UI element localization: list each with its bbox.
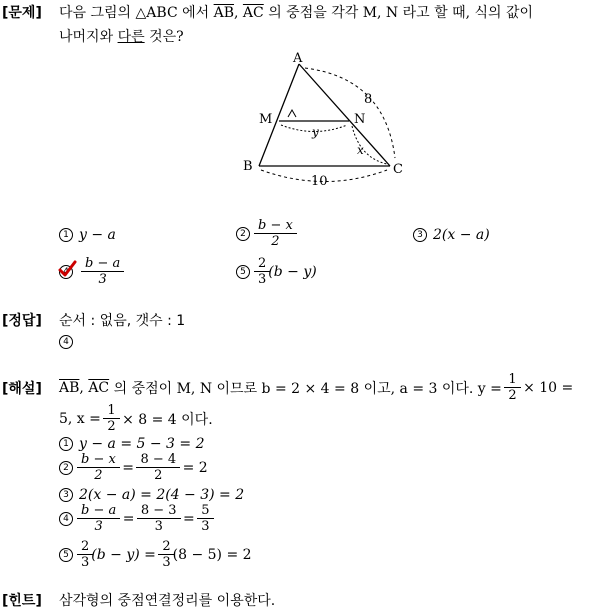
answer-tag: [정답] [2,313,42,329]
problem-text-a: 다음 그림의 △ABC 에서 [59,5,210,21]
step-number-2: 2 [59,461,73,475]
step-2-f2-den: 2 [136,467,180,483]
option-1[interactable] [59,227,116,243]
step-5-text-b: (8 − 5) = 2 [172,546,252,563]
segment-ac: $\overline{AC}$ [242,5,264,21]
step-4-eq-2: = [183,510,195,527]
option-3[interactable] [413,227,490,243]
step-3-text: 2(x − a) = 2(4 − 3) = 2 [79,487,245,503]
problem-line-2 [59,26,184,46]
step-number-1: 1 [59,437,73,451]
option-4-den: 3 [81,271,124,287]
answer-circled-number: 4 [59,335,73,349]
solution-segment-ab: $\overline{AB}$ [59,379,80,396]
option-2-den: 2 [254,233,297,249]
option-5-den: 3 [254,271,270,287]
side-ac [299,64,390,166]
solution-line-2 [59,403,213,434]
label-8: 8 [364,92,373,107]
problem-text-d: 것은? [149,29,184,45]
label-m: M [259,112,273,127]
option-2-num: b − x [258,218,293,233]
step-number-5: 5 [59,548,73,562]
solution-text-3: 5, x = [59,410,101,427]
label-b: B [243,159,253,174]
label-a: A [293,51,303,66]
step-4-f2-num: 8 − 3 [140,503,177,518]
label-n: N [354,112,366,127]
step-2-f1-den: 2 [77,467,120,483]
solution-segment-ac: $\overline{AC}$ [88,379,110,396]
solution-frac-2-num: 1 [107,403,116,418]
option-5-tail: (b − y) [268,263,317,280]
solution-frac-1-num: 1 [508,372,517,387]
problem-line-1 [59,2,533,22]
solution-step-1 [59,436,205,452]
step-4-f1-den: 3 [77,518,120,534]
step-2-end: = 2 [182,459,208,476]
label-y: y [312,125,319,139]
solution-tag: [해설] [2,381,42,397]
solution-text-1: 의 중점이 M, N 이므로 b = 2 × 4 = 8 이고, a = 3 이다. y = [113,380,502,397]
step-4-f1-num: b − a [81,503,117,518]
step-number-3: 3 [59,488,73,502]
step-4-f2-den: 3 [137,518,181,534]
label-c: C [393,162,403,177]
solution-frac-2-den: 2 [103,418,119,434]
arrow-mark [288,110,296,117]
option-4-num: b − a [85,256,121,271]
solution-step-4 [59,503,212,534]
option-2[interactable] [236,218,295,249]
answer-number [59,334,79,350]
step-2-f1-num: b − x [81,452,116,467]
solution-text-4: × 8 = 4 이다. [122,411,213,428]
option-number-4: 4 [59,265,73,279]
option-5[interactable] [236,256,317,287]
solution-step-3 [59,487,244,503]
problem-text-b: 의 중점을 각각 M, N 라고 할 때, 식의 값이 [268,5,534,21]
label-10: 10 [311,174,328,189]
brace-8 [305,68,395,158]
checkmark-icon [57,259,77,279]
label-x: x [357,143,364,157]
step-4-f3-num: 5 [201,503,210,518]
problem-text-c: 나머지와 [59,29,114,45]
step-5-f2-num: 2 [162,539,171,554]
option-number-5: 5 [236,265,250,279]
step-5-f1-num: 2 [81,539,90,554]
step-5-text-a: (b − y) = [91,546,156,563]
step-5-f1-den: 3 [77,554,93,570]
step-4-eq-1: = [122,510,135,527]
option-number-2: 2 [236,227,250,241]
solution-step-2 [59,452,208,483]
answer-text: 순서 : 없음, 갯수 : 1 [59,313,186,329]
segment-ab: $\overline{AB}$ [213,5,235,21]
solution-line-1: $\overline{AB}$ , $\overline{AC}$ 의 중점이 M, N 이므로 b = 2 × 4 = 8 이고, a = 3 이다. y = $\frac{1}{2}$ × 10 = [59,372,574,403]
option-3-text: 2(x − a) [433,227,490,243]
step-2-eq: = [122,459,134,476]
option-4[interactable] [59,256,122,287]
solution-frac-1-den: 2 [504,387,520,403]
triangle-figure [235,48,415,193]
option-number-3: 3 [413,228,427,242]
step-1-text: y − a = 5 − 3 = 2 [79,436,205,452]
option-4-marker [59,264,79,280]
problem-text-underlined: 다른 [117,29,145,45]
solution-text-2: × 10 = [523,379,574,396]
step-number-4: 4 [59,512,73,526]
step-2-f2-num: 8 − 4 [140,452,177,467]
step-5-f2-den: 3 [158,554,174,570]
solution-step-5 [59,539,252,570]
option-1-text: y − a [79,227,116,243]
step-4-f3-den: 3 [197,518,213,534]
hint-text: 삼각형의 중점연결정리를 이용한다. [59,593,276,609]
problem-tag: [문제] [2,5,42,21]
comma: , [234,5,239,21]
option-number-1: 1 [59,228,73,242]
option-5-num: 2 [258,256,267,271]
hint-tag: [힌트] [2,593,42,609]
